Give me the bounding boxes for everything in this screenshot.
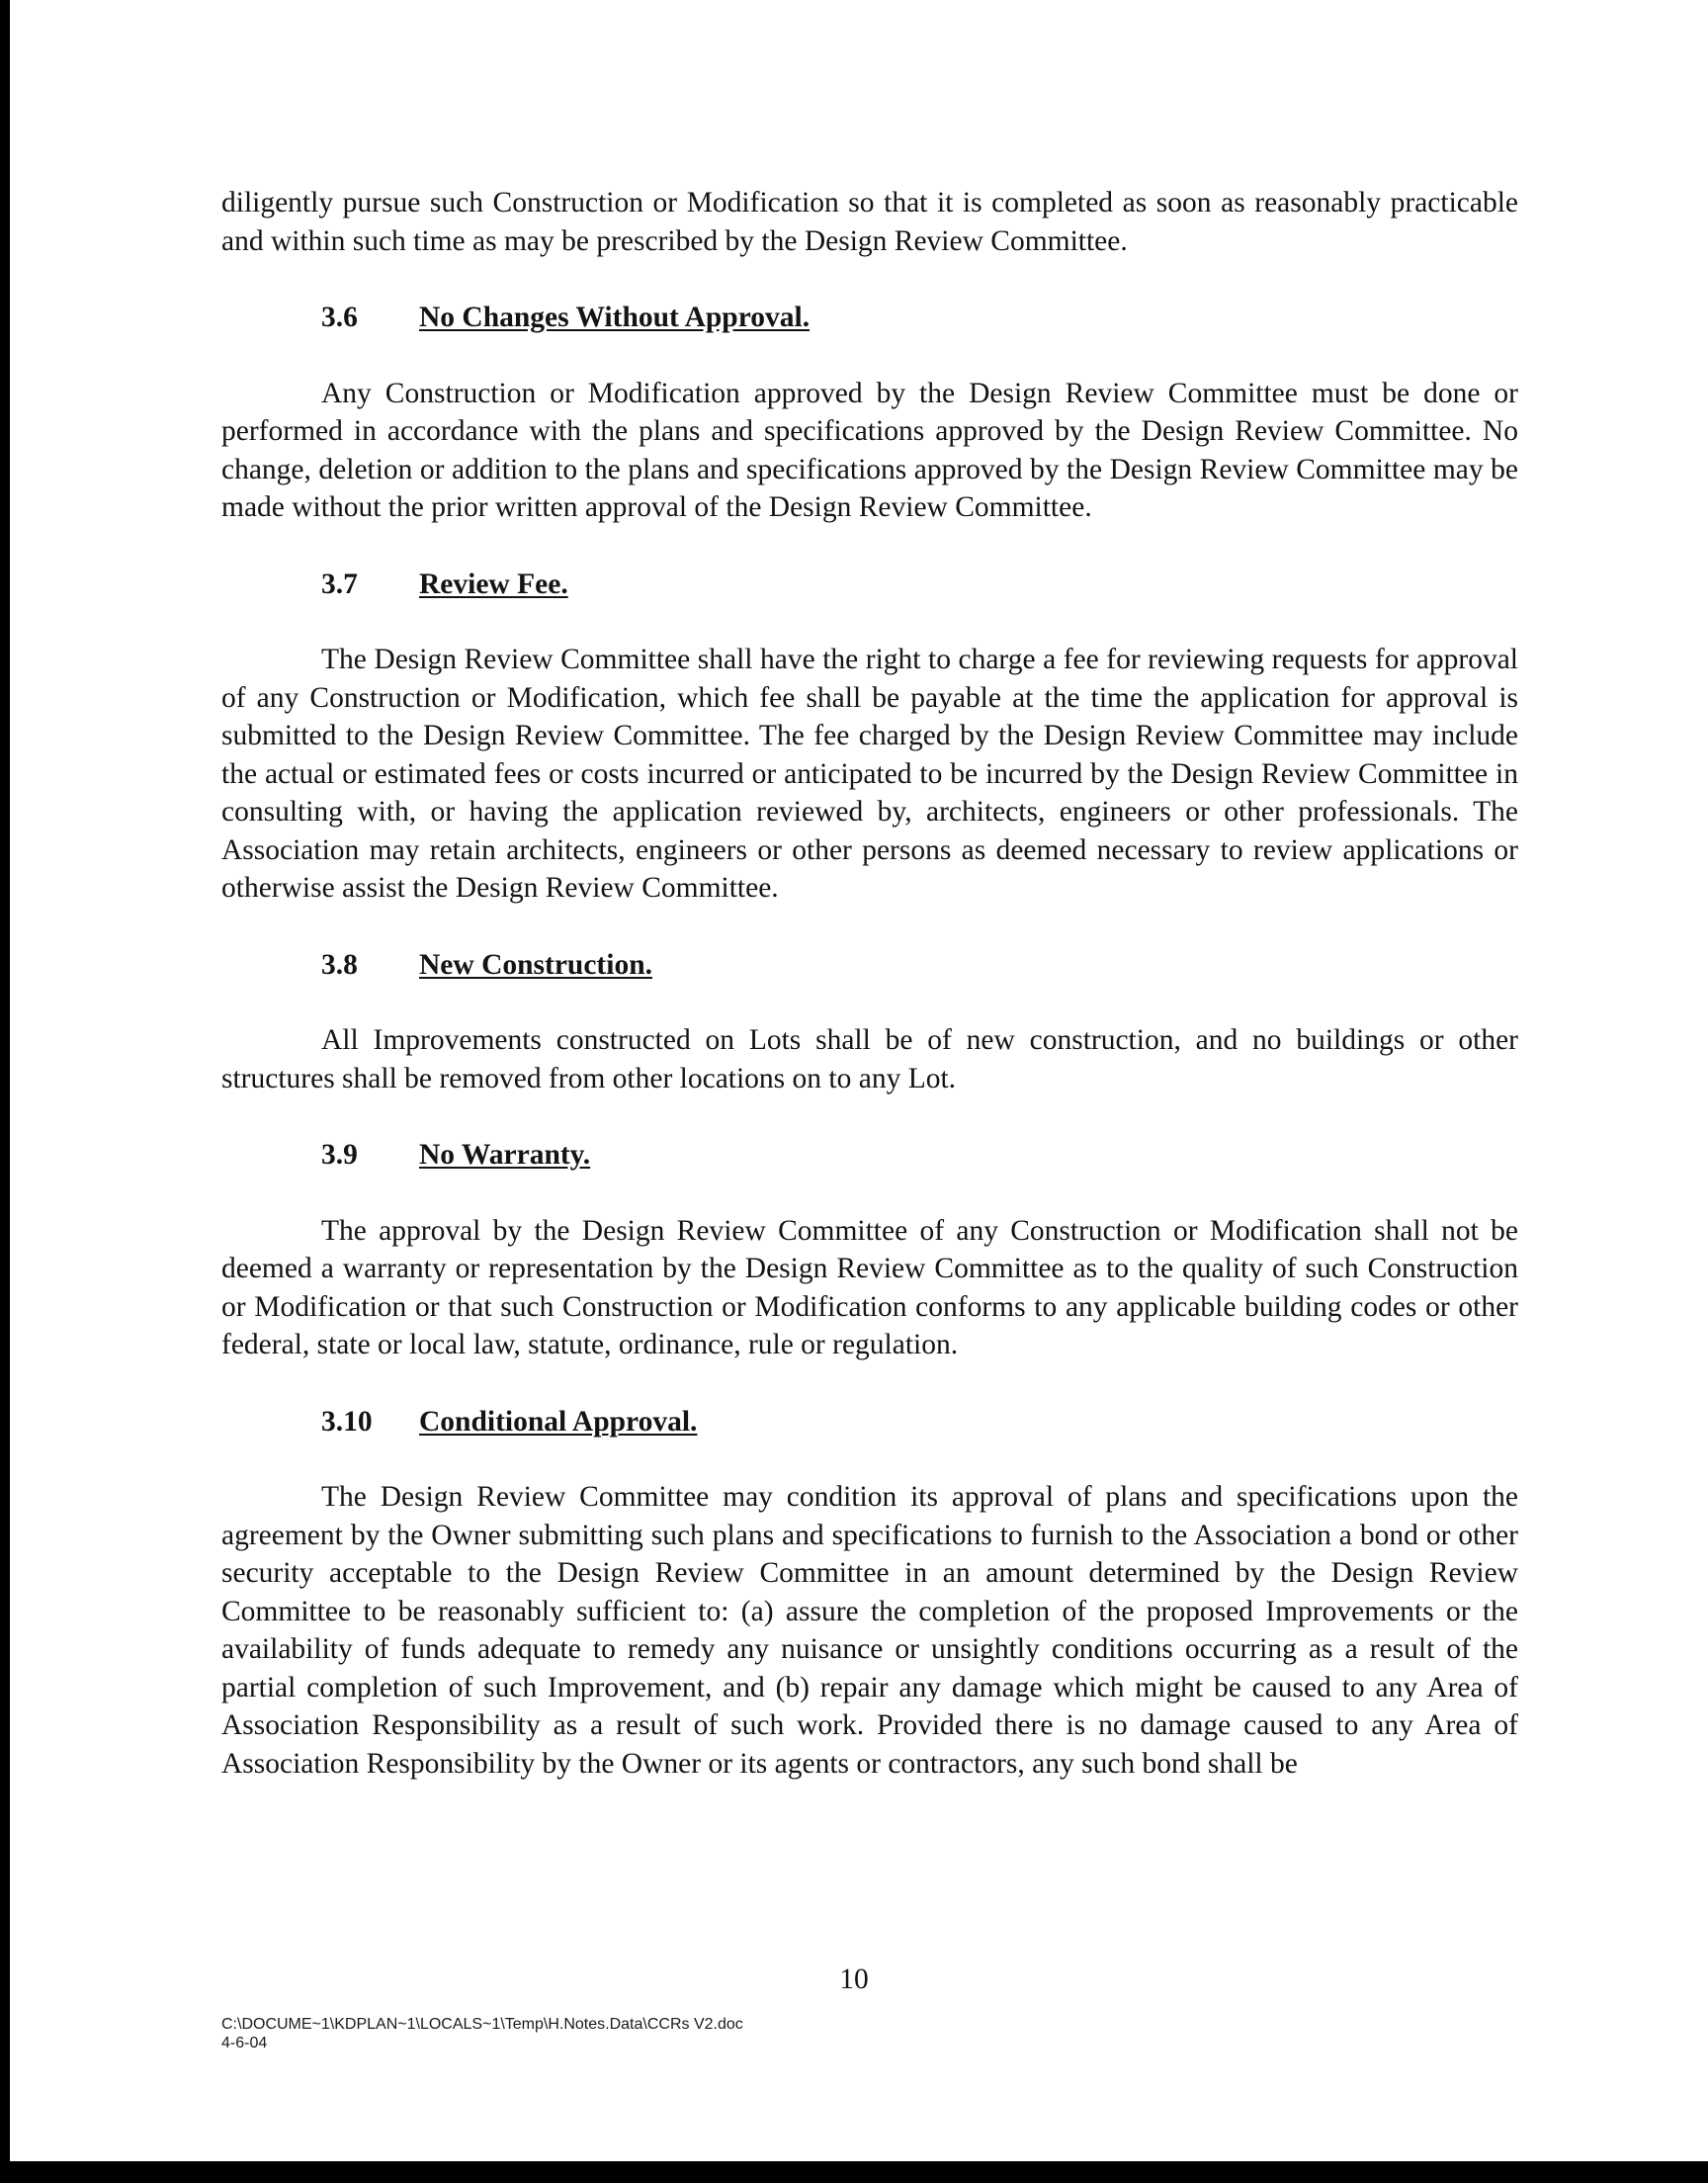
section-number: 3.10 [321,1405,373,1438]
page-number: 10 [839,1964,869,1995]
section-title: No Warranty. [419,1139,591,1171]
section-number: 3.9 [321,1139,358,1171]
scan-border-left [0,0,10,2183]
document-page [221,184,1518,1783]
section-body-3-7: The Design Review Committee shall have the right to charge a fee for reviewing requests for approval of any Construction or Modification, which fee shall be payable at the time the application for approval is submitted to the Design Review Committee. The fee charged by the Design Review Committee may include the actual or estimated fees or costs incurred or anticipated to be incurred by the Design Review Committee in consulting with, or having the application reviewed by, architects, engineers or other professionals. The Association may retain architects, engineers or other persons as deemed necessary to review applications or otherwise assist the Design Review Committee. [221,644,1518,904]
section-title: No Changes Without Approval. [419,302,811,333]
section-number: 3.7 [321,568,358,600]
section-title: New Construction. [419,948,652,981]
section-title: Conditional Approval. [419,1405,698,1438]
section-body-3-6: Any Construction or Modification approved by the Design Review Committee must be done or performed in accordance with the plans and specifications approved by the Design Review Committee. No change, deletion or addition to the plans and specifications approved by the Design Review Committee may be made without the prior written approval of the Design Review Committee. [221,377,1518,523]
section-title: Review Fee. [419,568,568,600]
section-number: 3.6 [321,302,358,333]
section-body-3-8: All Improvements constructed on Lots shall be of new construction, and no buildings or other structures shall be removed from other locations on to any Lot. [221,1024,1518,1094]
intro-paragraph: diligently pursue such Construction or Modification so that it is completed as soon as reasonably practicable and within such time as may be prescribed by the Design Review Committee. [221,187,1518,257]
footer-date: 4-6-04 [221,2035,268,2052]
section-heading-3-7 [321,566,1518,604]
section-heading-3-9 [321,1136,1518,1175]
section-heading-3-6 [321,299,1518,337]
section-heading-3-10 [321,1403,1518,1441]
section-body-3-9: The approval by the Design Review Committee of any Construction or Modification shall not be deemed a warranty or representation by the Design Review Committee as to the quality of such Construction or Modification or that such Construction or Modification conforms to any applicable building codes or other federal, state or local law, statute, ordinance, rule or regulation. [221,1214,1518,1360]
footer-file-path: C:\DOCUME~1\KDPLAN~1\LOCALS~1\Temp\H.Notes.Data\CCRs V2.doc [221,2016,743,2033]
scan-border-bottom [0,2161,1708,2183]
document-footer [221,2015,743,2052]
section-heading-3-8 [321,946,1518,985]
section-number: 3.8 [321,948,358,981]
section-body-3-10: The Design Review Committee may condition its approval of plans and specifications upon the agreement by the Owner submitting such plans and specifications to furnish to the Association a bond or other security acceptable to the Design Review Committee in an amount determined by the Design Review Committee to be reasonably sufficient to: (a) assure the completion of the proposed Improvements or the availability of funds adequate to remedy any nuisance or unsightly conditions occurring as a result of the partial completion of such Improvement, and (b) repair any damage which might be caused to any Area of Association Responsibility as a result of such work. Provided there is no damage caused to any Area of Association Responsibility by the Owner or its agents or contractors, any such bond shall be [221,1481,1518,1780]
